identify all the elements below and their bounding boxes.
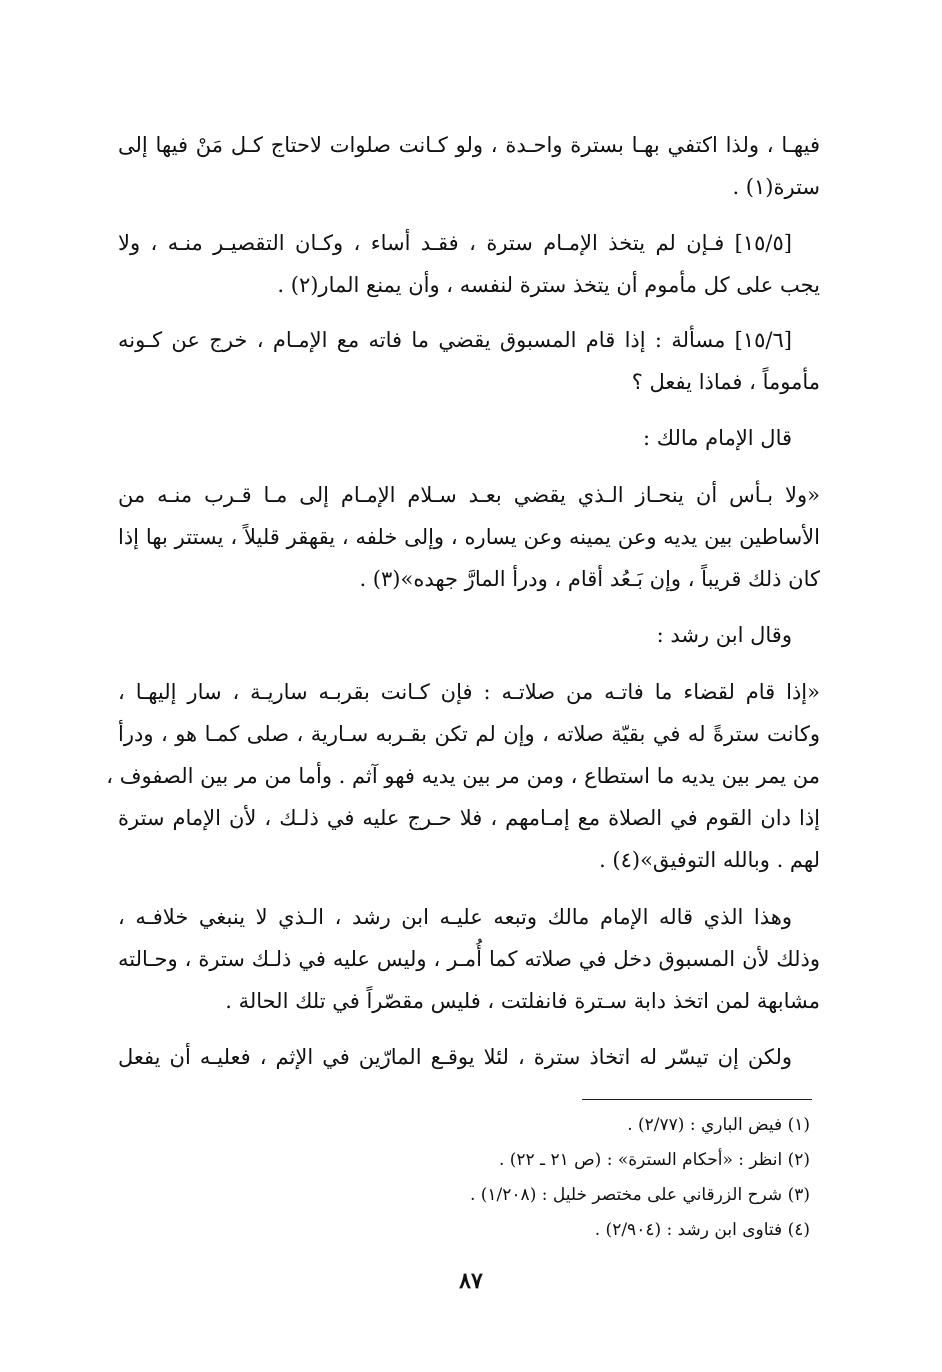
body-line-14: من يمر بين يديه ما استطاع ، ومن مر بين يديه فهو آثم . وأما من مر بين الصفوف ، [106, 764, 820, 788]
body-line-12: «إذا قام لقضاء ما فاتـه من صلاتـه : فإن كـانت بقربـه ساريـة ، سار إليهـا ، [118, 680, 820, 704]
body-line-10: كان ذلك قريباً ، وإن بَـعُد أقام ، ودرأ المارَّ جهده»(٣) . [359, 567, 820, 591]
body-line-16: لهم . وبالله التوفيق»(٤) . [599, 848, 820, 872]
page-number: ٨٧ [459, 1268, 483, 1294]
body-line-7: قال الإمام مالك : [643, 426, 792, 450]
body-line-18: وذلك لأن المسبوق دخل في صلاته كما أُمـر ، وليس عليه في ذلـك سترة ، وحـالته [118, 947, 820, 971]
footnote-2: (٢) انظر : «أحكام السترة» : (ص ٢١ ـ ٢٢) . [498, 1150, 810, 1170]
body-line-3: [١٥/٥] فـإن لم يتخذ الإمـام سترة ، فقـد أساء ، وكـان التقصيـر منـه ، ولا [118, 231, 792, 255]
footnote-1: (١) فيض الباري : (٢/٧٧) . [627, 1115, 810, 1135]
body-line-2: سترة(١) . [732, 175, 820, 199]
body-line-9: الأساطين بين يديه وعن يمينه وعن يساره ، وإلى خلفه ، يقهقر قليلاً ، يستتر بها إذا [118, 525, 820, 549]
body-line-15: إذا دان القوم في الصلاة مع إمـامهم ، فلا حـرج عليه في ذلـك ، لأن الإمام سترة [118, 806, 820, 830]
footnote-4: (٤) فتاوى ابن رشد : (٢/٩٠٤) . [594, 1220, 810, 1240]
body-line-4: يجب على كل مأموم أن يتخذ سترة لنفسه ، وأن يمنع المار(٢) . [277, 273, 820, 297]
body-line-8: «ولا بـأس أن ينحـاز الـذي يقضي بعـد سـلام الإمـام إلى مـا قـرب منـه من [118, 483, 820, 507]
body-line-19: مشابهة لمن اتخذ دابة سـترة فانفلتت ، فليس مقصّراً في تلك الحالة . [225, 989, 820, 1013]
body-line-6: مأموماً ، فماذا يفعل ؟ [631, 370, 820, 394]
body-line-1: فيهـا ، ولذا اكتفي بهـا بسترة واحـدة ، ولو كـانت صلوات لاحتاج كـل مَنْ فيها إلى [118, 133, 820, 157]
body-line-17: وهذا الذي قاله الإمام مالك وتبعه عليـه ابن رشد ، الـذي لا ينبغي خلافـه ، [118, 905, 792, 929]
body-line-13: وكانت سترةً له في بقيّة صلاته ، وإن لم تكن بقـربه سـارية ، صلى كمـا هو ، ودرأ [118, 722, 820, 746]
body-line-5: [١٥/٦] مسألة : إذا قام المسبوق يقضي ما فاته مع الإمـام ، خرج عن كـونه [118, 328, 792, 352]
footnote-divider [582, 1099, 812, 1100]
footnote-3: (٣) شرح الزرقاني على مختصر خليل : (١/٢٠٨) . [469, 1185, 810, 1205]
body-line-11: وقال ابن رشد : [656, 623, 792, 647]
body-line-20: ولكن إن تيسّر له اتخاذ سترة ، لئلا يوقـع المارّين في الإثم ، فعليـه أن يفعل [118, 1045, 792, 1069]
